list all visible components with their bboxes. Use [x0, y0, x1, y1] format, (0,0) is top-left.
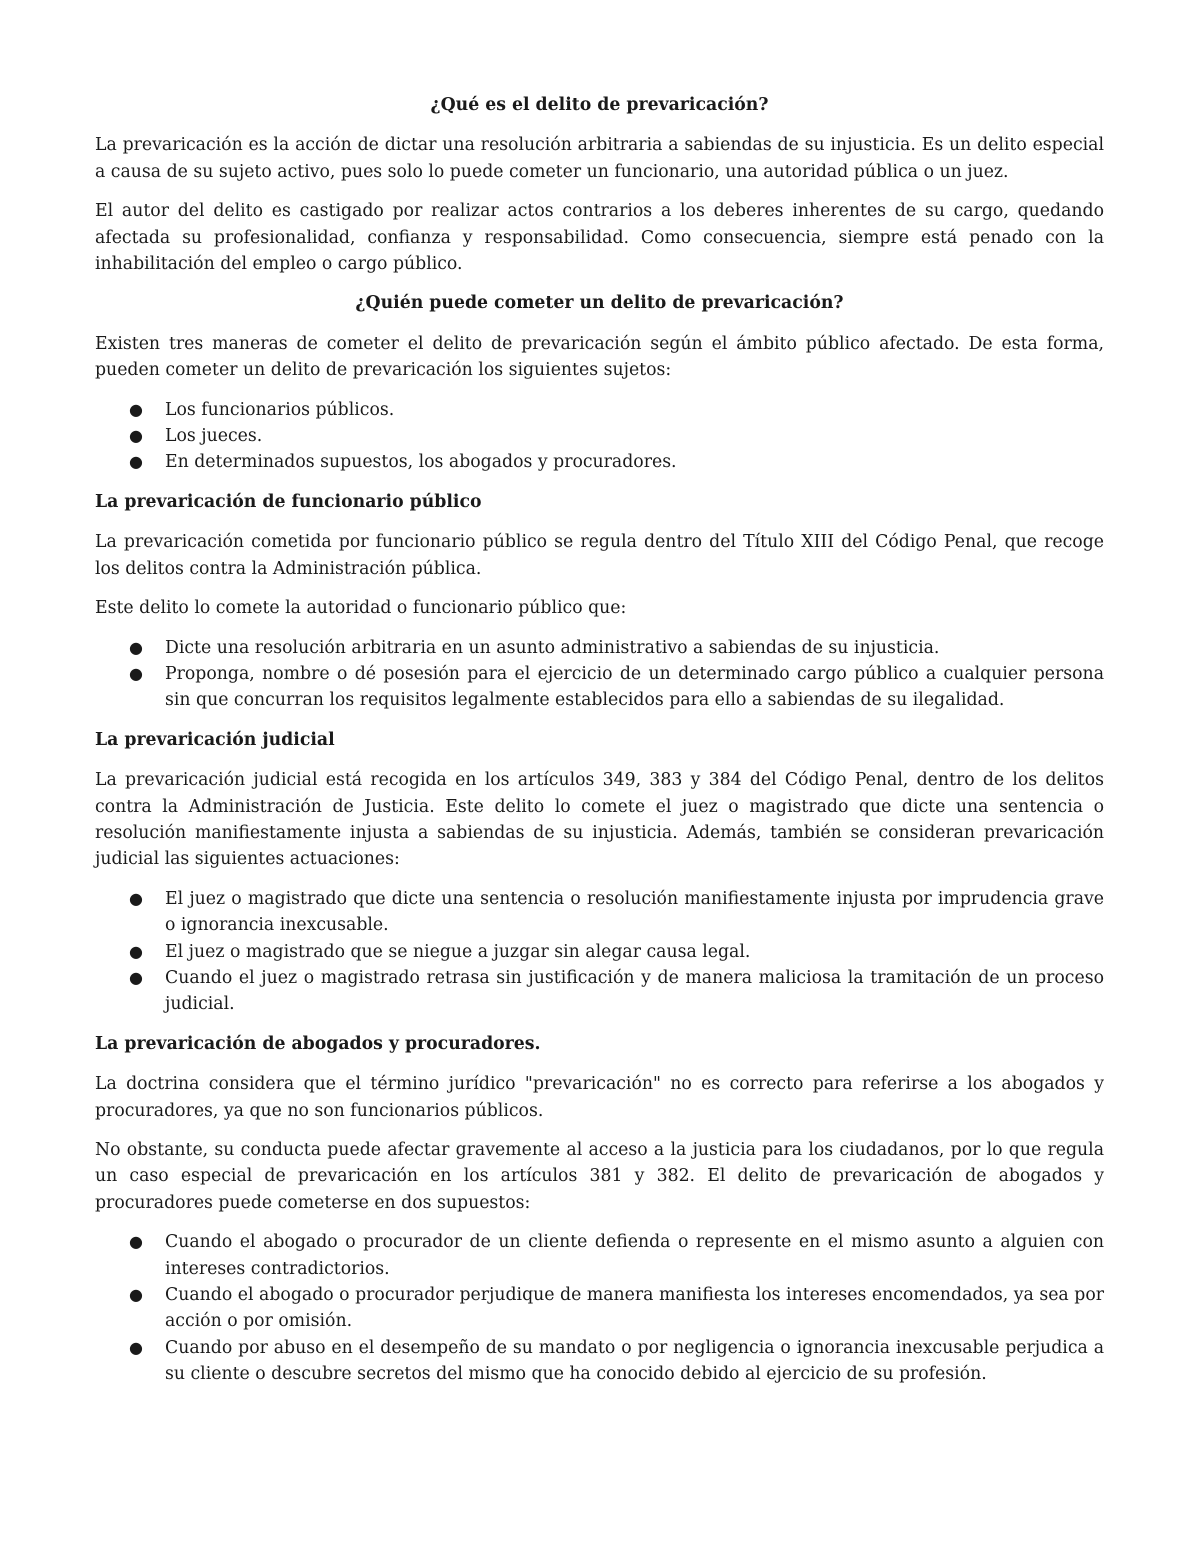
subjects-list	[95, 397, 1104, 476]
paragraph-penalty: El autor del delito es castigado por realizar actos contrarios a los deberes inherentes de su cargo, quedando afectada su profesionalidad, confianza y responsabilidad. Como consecuencia, siempre está penado con la inhabilitación del empleo o cargo público.	[95, 201, 1104, 275]
list-item-text: Cuando el abogado o procurador de un cliente defienda o represente en el mismo asunto a alguien con intereses contradictorios.	[165, 1232, 1104, 1279]
paragraph-funcionario-intro: Este delito lo comete la autoridad o funcionario público que:	[95, 598, 627, 619]
bullet-icon: ●	[129, 1232, 143, 1252]
section-heading-funcionario: La prevaricación de funcionario público	[95, 491, 482, 512]
list-item-text: En determinados supuestos, los abogados y procuradores.	[165, 452, 677, 473]
list-item	[95, 661, 1104, 714]
bullet-icon: ●	[129, 399, 143, 419]
section-title-que-es: ¿Qué es el delito de prevaricación?	[430, 95, 769, 115]
bullet-icon: ●	[129, 663, 143, 683]
funcionario-list	[95, 635, 1104, 714]
list-item-text: El juez o magistrado que dicte una sentencia o resolución manifiestamente injusta por imprudencia grave o ignorancia inexcusable.	[165, 888, 1104, 936]
list-item-text: Cuando el juez o magistrado retrasa sin justificación y de manera maliciosa la tramitación de un proceso judicial.	[165, 967, 1104, 1015]
bullet-icon: ●	[129, 426, 143, 446]
list-item	[95, 397, 1104, 423]
paragraph-subjects-intro: Existen tres maneras de cometer el delito de prevaricación según el ámbito público afectado. De esta forma, pueden cometer un delito de prevaricación los siguientes sujetos:	[95, 333, 1104, 381]
bullet-icon: ●	[129, 1285, 143, 1305]
document-page	[95, 92, 1104, 1401]
list-item-text: Los funcionarios públicos.	[165, 399, 395, 420]
section-heading-abogados: La prevaricación de abogados y procuradores.	[95, 1033, 541, 1054]
paragraph-judicial: La prevaricación judicial está recogida en los artículos 349, 383 y 384 del Código Penal, dentro de los delitos contra la Administración de Justicia. Este delito lo comete el juez o magistrado que dicte una sentencia o resolución manifiestamente injusta a sabiendas de su injusticia. Además, también se consideran prevaricación judicial las siguientes actuaciones:	[95, 770, 1104, 870]
bullet-icon: ●	[129, 967, 143, 987]
abogados-list	[95, 1229, 1104, 1387]
list-item	[95, 1229, 1104, 1282]
bullet-icon: ●	[129, 941, 143, 961]
list-item-text: Dicte una resolución arbitraria en un asunto administrativo a sabiendas de su injusticia.	[165, 637, 940, 658]
bullet-icon: ●	[129, 1337, 143, 1357]
list-item	[95, 423, 1104, 449]
paragraph-abogados-doctrine: La doctrina considera que el término jurídico "prevaricación" no es correcto para referirse a los abogados y procuradores, ya que no son funcionarios públicos.	[95, 1074, 1104, 1121]
list-item	[95, 886, 1104, 939]
list-item-text: Cuando el abogado o procurador perjudique de manera manifiesta los intereses encomendados, ya sea por acción o por omisión.	[165, 1285, 1104, 1332]
list-item	[95, 939, 1104, 965]
list-item	[95, 1282, 1104, 1335]
bullet-icon: ●	[129, 888, 143, 908]
section-heading-judicial: La prevaricación judicial	[95, 729, 335, 750]
list-item	[95, 1335, 1104, 1388]
paragraph-funcionario-regulation: La prevaricación cometida por funcionario público se regula dentro del Título XIII del Código Penal, que recoge los delitos contra la Administración pública.	[95, 532, 1104, 579]
paragraph-abogados-cases: No obstante, su conducta puede afectar gravemente al acceso a la justicia para los ciudadanos, por lo que regula un caso especial de prevaricación en los artículos 381 y 382. El delito de prevaricación de abogados y procuradores puede cometerse en dos supuestos:	[95, 1140, 1104, 1213]
list-item	[95, 965, 1104, 1018]
list-item	[95, 635, 1104, 661]
list-item-text: El juez o magistrado que se niegue a juzgar sin alegar causa legal.	[165, 941, 751, 962]
bullet-icon: ●	[129, 637, 143, 657]
judicial-list	[95, 886, 1104, 1018]
section-title-quien-puede: ¿Quién puede cometer un delito de prevaricación?	[355, 293, 844, 314]
paragraph-definition: La prevaricación es la acción de dictar una resolución arbitraria a sabiendas de su injusticia. Es un delito especial a causa de su sujeto activo, pues solo lo puede cometer un funcionario, una autoridad pública o un juez.	[95, 135, 1104, 182]
bullet-icon: ●	[129, 452, 143, 472]
list-item	[95, 449, 1104, 475]
list-item-text: Cuando por abuso en el desempeño de su mandato o por negligencia o ignorancia inexcusable perjudica a su cliente o descubre secretos del mismo que ha conocido debido al ejercicio de su profesión.	[165, 1337, 1104, 1385]
list-item-text: Los jueces.	[165, 426, 263, 447]
list-item-text: Proponga, nombre o dé posesión para el ejercicio de un determinado cargo público a cualquier persona sin que concurran los requisitos legalmente establecidos para ello a sabiendas de su ilegalidad.	[165, 663, 1104, 711]
